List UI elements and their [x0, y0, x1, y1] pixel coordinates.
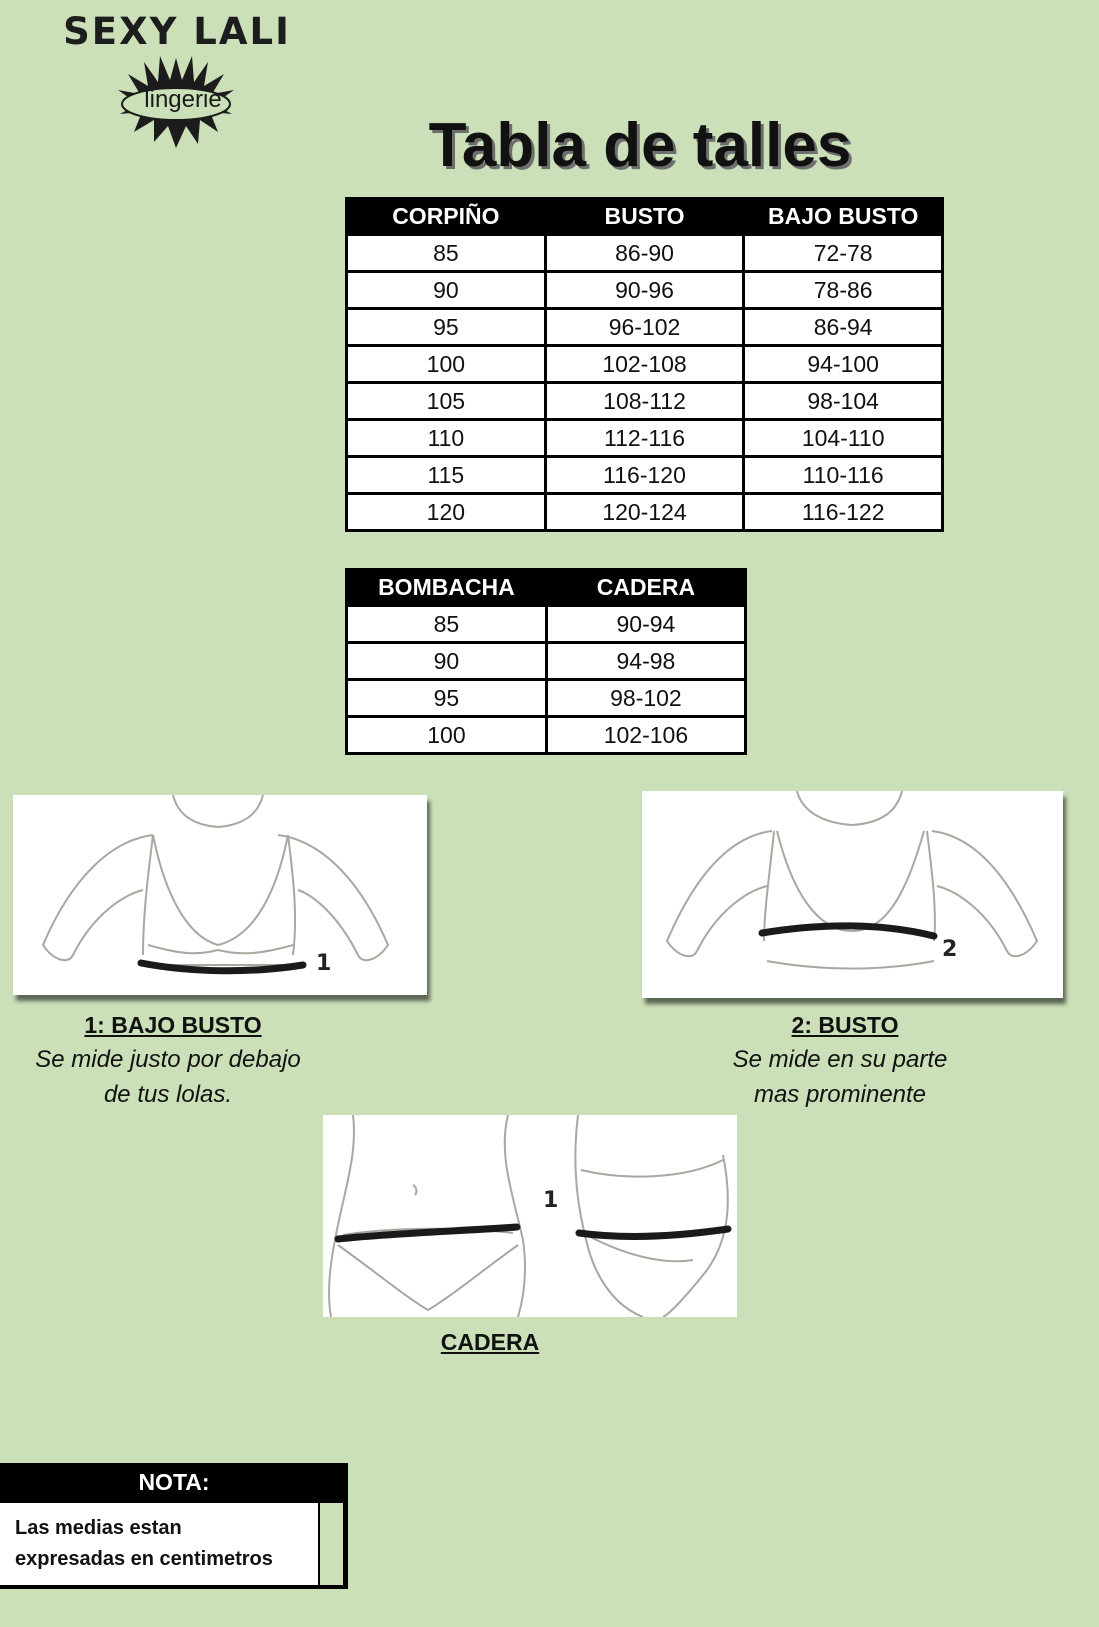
bust-caption [690, 1042, 990, 1112]
table-cell: 85 [348, 236, 544, 270]
table-cell: 120 [348, 495, 544, 529]
table-cell: 110-116 [745, 458, 941, 492]
column-header: CORPIÑO [348, 200, 544, 233]
table-cell: 112-116 [547, 421, 743, 455]
bust-illustration [642, 791, 1063, 998]
table-row [348, 644, 744, 678]
table-row [348, 384, 941, 418]
table-cell: 78-86 [745, 273, 941, 307]
note-body [0, 1503, 318, 1585]
table-cell: 90 [348, 273, 544, 307]
bust-figure-icon [642, 791, 1063, 998]
panty-size-table [345, 568, 747, 755]
table-cell: 115 [348, 458, 544, 492]
bra-size-table [345, 197, 944, 532]
marker-label: 1 [543, 1188, 559, 1213]
table-row [348, 421, 941, 455]
table-row [348, 607, 744, 641]
table-header-row [348, 200, 941, 233]
table-cell: 105 [348, 384, 544, 418]
table-row [348, 347, 941, 381]
table-cell: 95 [348, 681, 545, 715]
table-cell: 94-100 [745, 347, 941, 381]
table-cell: 104-110 [745, 421, 941, 455]
underbust-caption-title: 1: BAJO BUSTO [84, 1012, 262, 1038]
marker-label: 2 [942, 937, 958, 962]
table-cell: 72-78 [745, 236, 941, 270]
table-cell: 95 [348, 310, 544, 344]
underbust-illustration [13, 795, 427, 995]
table-header-row [348, 571, 744, 604]
hip-caption-title: CADERA [440, 1329, 540, 1355]
table-cell: 102-108 [547, 347, 743, 381]
table-cell: 90-96 [547, 273, 743, 307]
underbust-caption [18, 1042, 318, 1112]
table-cell: 90 [348, 644, 545, 678]
table-row [348, 681, 744, 715]
column-header: BUSTO [547, 200, 743, 233]
table-cell: 98-102 [548, 681, 744, 715]
table-cell: 85 [348, 607, 545, 641]
table-row [348, 458, 941, 492]
note-box [0, 1463, 348, 1589]
caption-line: Se mide justo por debajo [35, 1046, 301, 1073]
note-side-gap [320, 1503, 343, 1585]
table-cell: 116-122 [745, 495, 941, 529]
caption-line: Se mide en su parte [732, 1046, 948, 1073]
table-cell: 110 [348, 421, 544, 455]
table-cell: 116-120 [547, 458, 743, 492]
table-cell: 86-94 [745, 310, 941, 344]
bust-caption-title: 2: BUSTO [791, 1012, 899, 1038]
brand-subtitle: lingerie [144, 86, 222, 113]
table-cell: 120-124 [547, 495, 743, 529]
table-cell: 86-90 [547, 236, 743, 270]
underbust-figure-icon [13, 795, 427, 995]
note-line: Las medias estan [15, 1517, 182, 1539]
column-header: CADERA [548, 571, 744, 604]
brand-name: SEXY LALI [63, 10, 291, 53]
page-title: Tabla de talles [428, 111, 852, 180]
table-row [348, 273, 941, 307]
table-cell: 96-102 [547, 310, 743, 344]
table-cell: 90-94 [548, 607, 744, 641]
table-cell: 102-106 [548, 718, 744, 752]
column-header: BOMBACHA [348, 571, 545, 604]
note-title: NOTA: [138, 1469, 210, 1495]
table-cell: 100 [348, 347, 544, 381]
column-header: BAJO BUSTO [745, 200, 941, 233]
table-row [348, 310, 941, 344]
table-cell: 108-112 [547, 384, 743, 418]
table-row [348, 236, 941, 270]
hip-illustration [323, 1115, 737, 1317]
table-cell: 98-104 [745, 384, 941, 418]
table-row [348, 718, 744, 752]
table-cell: 94-98 [548, 644, 744, 678]
caption-line: mas prominente [753, 1081, 927, 1108]
brand-logo [40, 10, 320, 155]
caption-line: de tus lolas. [103, 1081, 233, 1108]
note-line: expresadas en centimetros [15, 1548, 273, 1570]
marker-label: 1 [316, 951, 332, 976]
hip-figure-icon [323, 1115, 737, 1317]
table-row [348, 495, 941, 529]
table-cell: 100 [348, 718, 545, 752]
